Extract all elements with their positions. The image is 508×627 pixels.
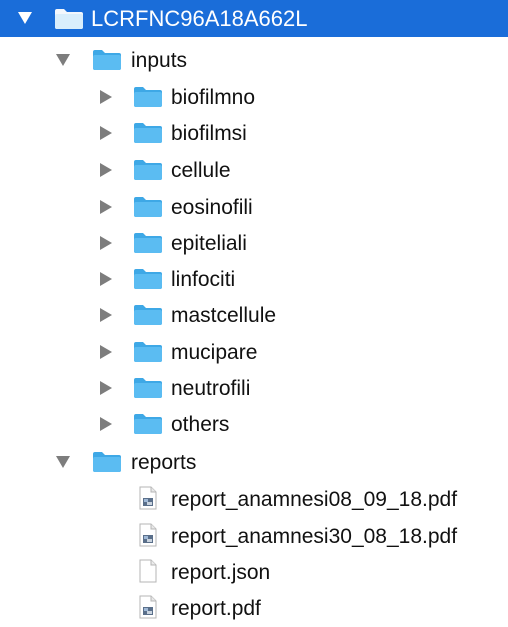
tree-row-folder[interactable] (0, 225, 508, 262)
disclosure-expanded-icon[interactable] (16, 9, 34, 27)
file-label: report.json (171, 561, 271, 584)
folder-label: neutrofili (171, 377, 251, 400)
folder-label: others (171, 413, 230, 436)
disclosure-collapsed-icon[interactable] (97, 379, 115, 397)
pdf-file-icon (139, 486, 157, 510)
tree-row-folder[interactable] (0, 261, 508, 298)
tree-row-folder[interactable] (0, 370, 508, 407)
folder-label: biofilmsi (171, 122, 247, 145)
folder-icon (92, 451, 122, 473)
disclosure-collapsed-icon[interactable] (97, 88, 115, 106)
folder-icon (133, 122, 163, 144)
file-label: report_anamnesi30_08_18.pdf (171, 525, 458, 548)
disclosure-collapsed-icon[interactable] (97, 306, 115, 324)
folder-icon (54, 8, 84, 30)
tree-row-file[interactable] (0, 554, 508, 591)
folder-label: reports (131, 451, 197, 474)
file-label: report.pdf (171, 597, 261, 620)
folder-label: biofilmno (171, 86, 256, 109)
folder-label: eosinofili (171, 196, 253, 219)
disclosure-collapsed-icon[interactable] (97, 124, 115, 142)
disclosure-collapsed-icon[interactable] (97, 161, 115, 179)
folder-icon (133, 377, 163, 399)
folder-label: inputs (131, 49, 188, 72)
tree-row-file[interactable] (0, 590, 508, 627)
folder-label: cellule (171, 159, 231, 182)
tree-row-folder[interactable] (0, 79, 508, 116)
folder-label: linfociti (171, 268, 236, 291)
folder-icon (133, 86, 163, 108)
tree-row-file[interactable] (0, 518, 508, 555)
tree-row-folder[interactable] (0, 189, 508, 226)
folder-label: mucipare (171, 341, 258, 364)
tree-row-folder[interactable] (0, 334, 508, 371)
tree-row-file[interactable] (0, 481, 508, 518)
folder-icon (133, 341, 163, 363)
folder-icon (133, 304, 163, 326)
tree-row-folder[interactable] (0, 152, 508, 189)
folder-icon (92, 49, 122, 71)
disclosure-collapsed-icon[interactable] (97, 198, 115, 216)
tree-row-folder[interactable] (0, 297, 508, 334)
disclosure-collapsed-icon[interactable] (97, 415, 115, 433)
folder-icon (133, 413, 163, 435)
folder-label: mastcellule (171, 304, 277, 327)
root-folder-label: LCRFNC96A18A662L (91, 6, 308, 31)
folder-icon (133, 232, 163, 254)
disclosure-expanded-icon[interactable] (54, 453, 72, 471)
disclosure-collapsed-icon[interactable] (97, 343, 115, 361)
tree-row-folder[interactable] (0, 406, 508, 443)
disclosure-collapsed-icon[interactable] (97, 270, 115, 288)
pdf-file-icon (139, 595, 157, 619)
folder-icon (133, 268, 163, 290)
disclosure-collapsed-icon[interactable] (97, 234, 115, 252)
folder-label: epiteliali (171, 232, 247, 255)
tree-row-root[interactable] (0, 0, 508, 37)
disclosure-expanded-icon[interactable] (54, 51, 72, 69)
tree-row-folder[interactable] (0, 115, 508, 152)
pdf-file-icon (139, 523, 157, 547)
tree-row-inputs[interactable] (0, 42, 508, 79)
blank-document-icon (139, 559, 157, 583)
tree-row-reports[interactable] (0, 444, 508, 481)
folder-icon (133, 196, 163, 218)
file-label: report_anamnesi08_09_18.pdf (171, 488, 458, 511)
folder-icon (133, 159, 163, 181)
